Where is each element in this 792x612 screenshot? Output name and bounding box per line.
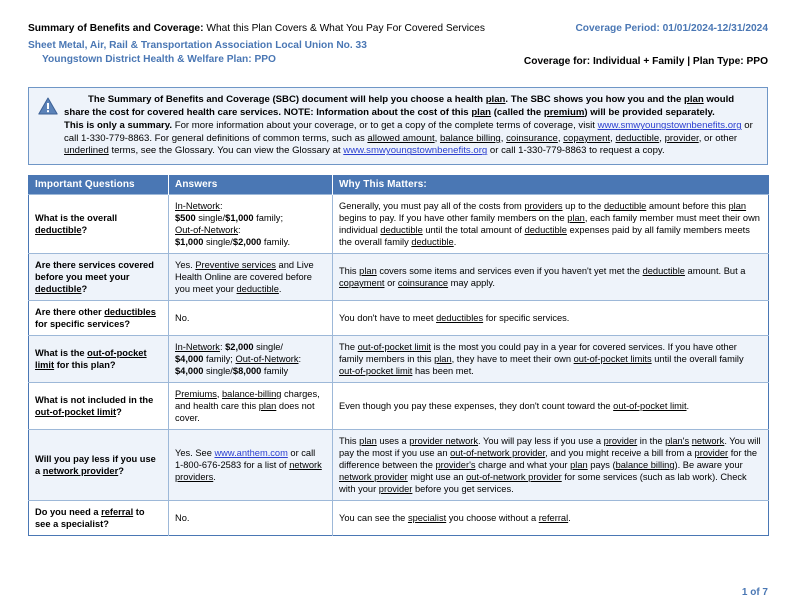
glossary-term: Preventive services bbox=[195, 259, 276, 270]
glossary-term: network provider bbox=[339, 471, 408, 482]
question-cell bbox=[29, 429, 169, 500]
coverage-for: Coverage for: Individual + Family | Plan Type: PPO bbox=[523, 56, 768, 67]
anthem-website-link[interactable]: www.anthem.com bbox=[214, 447, 288, 458]
glossary-term: plan bbox=[258, 400, 277, 411]
notice-p1-a: The Summary of Benefits and Coverage (SBC) document will help you choose a health bbox=[88, 94, 486, 105]
term-copayment: copayment bbox=[563, 132, 611, 144]
question-text-end: ? bbox=[118, 465, 124, 476]
term-deductible: deductible bbox=[615, 132, 660, 144]
question-text: Will you pay less if you use a bbox=[35, 453, 156, 476]
answer-text: single/ bbox=[203, 236, 233, 247]
question-text-end: ? bbox=[81, 283, 88, 294]
column-header-why-this-matters: Why This Matters: bbox=[333, 175, 769, 194]
glossary-term: referral bbox=[538, 512, 569, 523]
table-row bbox=[29, 429, 769, 500]
table-row bbox=[29, 300, 769, 335]
glossary-term: provider bbox=[694, 447, 729, 458]
answer-text: single/ bbox=[203, 365, 233, 376]
answer-cell: No. bbox=[169, 300, 333, 335]
glossary-term: out-of-network provider bbox=[450, 447, 546, 458]
notice-p2-b: or call 1-330-779-8863. For general definitions of common terms, such as bbox=[64, 120, 753, 144]
question-term: referral bbox=[101, 506, 134, 517]
question-text: What is the bbox=[35, 347, 88, 358]
question-term: out-of-pocket limit bbox=[35, 406, 117, 417]
glossary-term: plan bbox=[359, 265, 377, 276]
table-header-row bbox=[29, 175, 769, 194]
notice-box bbox=[28, 87, 768, 165]
term-provider: provider bbox=[664, 132, 699, 144]
answer-amount: $2,000 bbox=[232, 236, 262, 247]
term-coinsurance: coinsurance bbox=[506, 132, 558, 144]
answer-cell: No. bbox=[169, 500, 333, 535]
sep: , bbox=[557, 132, 564, 144]
term-plan: plan bbox=[683, 94, 704, 105]
warning-triangle-icon bbox=[36, 97, 60, 120]
answer-amount: $4,000 bbox=[175, 365, 204, 376]
question-cell bbox=[29, 500, 169, 535]
answer-text: family. bbox=[261, 236, 291, 247]
notice-p1-b: . The SBC shows you how you and the bbox=[505, 94, 684, 105]
benefits-questions-table bbox=[28, 175, 769, 536]
term-plan: plan bbox=[485, 94, 506, 105]
sep: , bbox=[610, 132, 616, 144]
why-cell: The out-of-pocket limit is the most you could pay in a year for covered services. If you have other family members in this plan, they have to meet their own out-of-pocket limits until the overall family out-of-pocket limit has been met. bbox=[333, 335, 769, 382]
glossary-term: deductible bbox=[411, 236, 454, 247]
answer-cell bbox=[169, 429, 333, 500]
glossary-term: deductible bbox=[642, 265, 685, 276]
column-header-answers: Answers bbox=[169, 175, 333, 194]
question-cell bbox=[29, 382, 169, 429]
glossary-term: provider bbox=[603, 435, 638, 446]
table-row bbox=[29, 194, 769, 253]
document-header bbox=[28, 22, 768, 80]
answer-label: Out-of-Network bbox=[175, 224, 239, 235]
table-row bbox=[29, 253, 769, 300]
question-cell bbox=[29, 253, 169, 300]
why-cell: This plan covers some items and services even if you haven't yet met the deductible amount. But a copayment or coinsurance may apply. bbox=[333, 253, 769, 300]
answer-amount: $1,000 bbox=[225, 212, 254, 223]
question-text: Are there services covered before you meet your bbox=[35, 259, 154, 282]
question-text-end: ? bbox=[116, 406, 122, 417]
answer-amount: $4,000 bbox=[175, 353, 204, 364]
glossary-term: provider bbox=[378, 483, 413, 494]
glossary-term: plan bbox=[728, 200, 747, 211]
answer-text: : bbox=[219, 341, 226, 352]
glossary-term: deductible bbox=[380, 224, 423, 235]
answer-text: family; bbox=[253, 212, 284, 223]
question-term: deductible bbox=[35, 283, 82, 294]
question-text: Do you need a bbox=[35, 506, 102, 517]
notice-paragraph-2 bbox=[64, 120, 759, 158]
notice-p2-e: or call 1-330-779-8863 to request a copy. bbox=[487, 145, 665, 157]
notice-p2-d: terms, see the Glossary. You can view the Glossary at bbox=[108, 145, 344, 157]
answer-label: In-Network bbox=[175, 341, 220, 352]
glossary-term: plan bbox=[570, 459, 588, 470]
term-network-providers: network providers bbox=[175, 459, 322, 482]
notice-paragraph-1 bbox=[64, 94, 759, 119]
glossary-term: network bbox=[691, 435, 725, 446]
question-term: out-of-pocket limit bbox=[35, 347, 147, 370]
answer-text: Yes. See bbox=[175, 447, 215, 458]
question-cell bbox=[29, 335, 169, 382]
answer-text: : bbox=[238, 224, 241, 235]
answer-text: family bbox=[261, 365, 289, 376]
glossary-term: providers bbox=[524, 200, 563, 211]
document-title-rest: What this Plan Covers & What You Pay For Covered Services bbox=[203, 23, 485, 34]
column-header-important-questions: Important Questions bbox=[29, 175, 169, 194]
sep: , bbox=[659, 132, 665, 144]
why-cell: Generally, you must pay all of the costs from providers up to the deductible amount before this plan begins to pay. If you have other family members on the plan, each family member must meet their own individual deductible until the total amount of deductible expenses paid by all family members meets the overall family deductible. bbox=[333, 194, 769, 253]
glossary-term: out-of-pocket limit bbox=[357, 341, 431, 352]
table-row bbox=[29, 335, 769, 382]
glossary-term: deductible bbox=[603, 200, 647, 211]
question-term: deductibles bbox=[104, 306, 156, 317]
why-cell: You can see the specialist you choose without a referral. bbox=[333, 500, 769, 535]
answer-cell: Yes. Preventive services and Live Health Online are covered before you meet your deductible. bbox=[169, 253, 333, 300]
glossary-term: plan bbox=[567, 212, 585, 223]
notice-p2-a: For more information about your coverage, or to get a copy of the complete terms of coverage, visit bbox=[172, 120, 598, 132]
answer-text: . bbox=[213, 471, 216, 482]
why-cell: This plan uses a provider network. You will pay less if you use a provider in the plan's network. You will pay the most if you use an out-of-network provider, and you might receive a bill from a provider for the difference between the provider's charge and what your plan pays (balance billing). Be aware your network provider might use an out-of-network provider for some services (such as lab work). Check with your provider before you get services. bbox=[333, 429, 769, 500]
question-text-end: for this plan? bbox=[54, 359, 116, 370]
answer-amount: $8,000 bbox=[232, 365, 262, 376]
question-text-end: to see a specialist? bbox=[35, 506, 145, 529]
glossary-term: Premiums bbox=[175, 388, 217, 399]
question-cell bbox=[29, 300, 169, 335]
term-plan: plan bbox=[471, 106, 492, 118]
table-row bbox=[29, 382, 769, 429]
question-text: What is not included in the bbox=[35, 394, 154, 405]
glossary-term: deductibles bbox=[436, 312, 484, 323]
glossary-term: plan's bbox=[665, 435, 690, 446]
answer-text: or call 1-800-676-2583 for a list of bbox=[175, 447, 316, 470]
coverage-period: Coverage Period: 01/01/2024-12/31/2024 bbox=[575, 23, 768, 34]
why-cell: You don't have to meet deductibles for specific services. bbox=[333, 300, 769, 335]
term-premium: premium bbox=[543, 106, 585, 118]
sep: , bbox=[434, 132, 440, 144]
answer-amount: $500 bbox=[175, 212, 196, 223]
glossary-term: coinsurance bbox=[397, 277, 449, 288]
question-text: Are there other bbox=[35, 306, 105, 317]
term-balance-billing: balance billing bbox=[439, 132, 501, 144]
glossary-term: specialist bbox=[407, 512, 447, 523]
benefits-site-link-1[interactable]: www.smwyoungstownbenefits.org bbox=[597, 120, 742, 132]
answer-text: family; bbox=[203, 353, 236, 364]
sep: , bbox=[500, 132, 507, 144]
page-number: 1 of 7 bbox=[741, 587, 768, 598]
question-text-end: for specific services? bbox=[35, 318, 131, 329]
document-title-lead: Summary of Benefits and Coverage: bbox=[28, 23, 204, 34]
glossary-term: plan bbox=[434, 353, 452, 364]
answer-cell: Premiums, balance-billing charges, and health care this plan does not cover. bbox=[169, 382, 333, 429]
answer-amount: $1,000 bbox=[175, 236, 204, 247]
answer-amount: $2,000 bbox=[225, 341, 254, 352]
plan-name: Youngstown District Health & Welfare Plan: PPO bbox=[42, 54, 276, 65]
glossary-term: copayment bbox=[339, 277, 385, 288]
glossary-term: out-of-pocket limits bbox=[573, 353, 652, 364]
table-body bbox=[29, 194, 769, 535]
notice-p2-c: , or other bbox=[698, 132, 738, 144]
glossary-term: out-of-pocket limit bbox=[613, 400, 687, 411]
answer-cell bbox=[169, 194, 333, 253]
organization-name: Sheet Metal, Air, Rail & Transportation Association Local Union No. 33 bbox=[28, 40, 367, 51]
glossary-term: deductible bbox=[236, 283, 279, 294]
why-cell: Even though you pay these expenses, they don't count toward the out-of-pocket limit. bbox=[333, 382, 769, 429]
question-term: deductible bbox=[35, 224, 82, 235]
question-text-end: ? bbox=[81, 224, 88, 235]
answer-label: In-Network bbox=[175, 200, 220, 211]
glossary-term: deductible bbox=[524, 224, 567, 235]
glossary-term: provider network bbox=[409, 435, 479, 446]
benefits-site-link-2[interactable]: www.smwyoungstownbenefits.org bbox=[343, 145, 488, 157]
term-allowed-amount: allowed amount bbox=[367, 132, 435, 144]
question-term: network provider bbox=[42, 465, 119, 476]
glossary-term: out-of-network provider bbox=[466, 471, 562, 482]
answer-text: single/ bbox=[195, 212, 226, 223]
glossary-term: balance billing bbox=[615, 459, 675, 470]
question-text: What is the overall bbox=[35, 212, 118, 223]
glossary-term: provider's bbox=[435, 459, 476, 470]
answer-text: single/ bbox=[253, 341, 284, 352]
question-cell bbox=[29, 194, 169, 253]
glossary-term: plan bbox=[359, 435, 377, 446]
notice-p1-e: ) will be provided separately. bbox=[584, 106, 715, 118]
notice-summary-lead: This is only a summary. bbox=[64, 120, 173, 132]
notice-p1-d: (called the bbox=[491, 106, 544, 118]
answer-cell bbox=[169, 335, 333, 382]
table-row bbox=[29, 500, 769, 535]
answer-label: Out-of-Network bbox=[235, 353, 299, 364]
answer-text: : bbox=[298, 353, 302, 364]
notice-text bbox=[64, 94, 759, 158]
answer-text: : bbox=[219, 200, 223, 211]
notice-p1-c: would share the cost for covered health care services. NOTE: Information about the cost of this bbox=[64, 94, 735, 118]
glossary-term: out-of-pocket limit bbox=[339, 365, 413, 376]
term-underlined: underlined bbox=[64, 145, 109, 157]
glossary-term: balance-billing bbox=[222, 388, 282, 399]
